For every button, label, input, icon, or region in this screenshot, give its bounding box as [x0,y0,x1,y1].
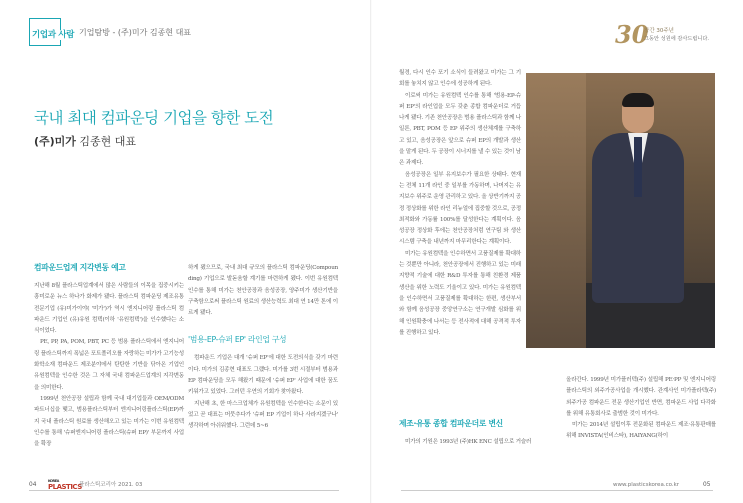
column-2-paragraph: 지난해 초, 한 마스크업체가 유원컴텍을 인수한다는 소문이 있었고 곧 대표는 머뭇추다가 '슈퍼 EP 기업이 하나 사라지겠구나' 생각하며 아쉬워했다. 그런데 5~6 [188,400,338,430]
anniversary-line1: 창간 30주년 [644,28,674,34]
site-url: www.plasticskorea.co.kr [613,482,680,488]
column-3-paragraph: 이로써 미가는 유원컴텍 인수를 통해 '범용-EP-슈퍼 EP'의 라인업을 모두 갖춘 종합 컴파운더로 거듭나게 됐다. 기존 천안공장은 범용 플라스틱과 함께 나일론, PBT, POM 등 EP 위주의 생산체계를 구축하고 있고, 음성공장은 앞으로 슈퍼 EP의 개발과 생산을 맡게 된다. 두 공장이 시너지를 낼 수 있는 것이 남은 과제다. [399,92,521,167]
section-tag: 기업과 사람 [29,18,61,46]
byline-name: 김종현 대표 [75,135,137,148]
column-3-paragraph: 미가의 기원은 1993년 (주)HK ENC 설립으로 거슬러 [405,439,532,445]
column-3-paragraph: 음성공장은 일부 유지보수가 필요한 상태다. 현재는 전체 11개 라인 중 일부를 가동하며, 나머지는 유지보수 위주로 운영 관리하고 있다. 올 상반기까지 공정 정상화를 위한 라인 리뉴얼에 집중할 것으로, 공정 최적화와 가동률 100%를 달성한다는 계획이다. 음성공장 정상화 후에는 천안공장처럼 연구팀 와 생산시스템 구축을 내년까지 마무리한다는 계획이다. [399,171,521,246]
person-figure [588,93,688,303]
column-3 [399,68,521,339]
article-headline: 국내 최대 컴파운딩 기업을 향한 도전 [34,109,274,127]
column-1-paragraph: PE, PP, PA, POM, PBT, PC 등 범용 플라스틱에서 엔지니어링 플라스틱까지 폭넓은 포트폴리오를 자랑하는 미가가 고기능성 화학소재 컴파운드 제조분야에서 탄탄한 기반을 닦아온 기업인 유원컴텍을 인수한 것은 그 자체 국내 컴파운드업계의 지각변동을 의미한다. [34,339,184,391]
column-1-paragraph: 1999년 천안공장 설립과 함께 국내 대기업들과 OEM/ODM 파트너십을 맺고, 범용플라스틱부터 엔지니어링플라스틱(EP)까지 국내 플라스틱 원료를 생산해오고 있는 미가는 이번 유원컴텍 인수를 통해 '슈퍼엔지니어링 플라스틱(슈퍼 EP)' 부문까지 사업을 확장 [34,395,184,448]
anniversary-line2: 그동안 성원에 감사드립니다. [644,36,710,42]
column-3-paragraph: 월경, 다시 인수 포기 소식이 들려왔고 미가는 그 기회를 놓치지 않고 인수에 성공하게 된다. [399,70,521,88]
right-page-number: 05 [703,482,711,488]
anniversary-badge [615,20,715,49]
column-2 [188,263,338,433]
footer-rule [401,490,713,491]
left-page-number: 04 [29,482,37,488]
column-3-bottom [399,418,559,448]
column-1 [34,262,184,450]
column-3-paragraph: 미가는 유원컴텍을 인수하면서 고품질제를 확대하는 것뿐만 아니라, 천안공장에서 진행하고 있는 미래지향적 기술에 대한 R&D 투자를 통해 친환경 제품 생산을 위한 노력도 기울이고 있다. 미가는 유원컴텍을 인수하면서 고품질제를 확대하는 한편, 생산부서와 함께 음성공장 중앙연구소는 연구개발 심화를 위해 인원확충에 나서는 등 전사적에 대해 공격적 투자를 진행하고 있다. [399,250,521,336]
column-2-heading: '범용-EP-슈퍼 EP' 라인업 구성 [188,335,287,345]
magazine-logo: KOREA PLASTICS [48,479,82,491]
issue-label: 플라스틱코리아 2021. 03 [79,482,143,488]
ceo-portrait-photo [526,73,715,348]
column-2-paragraph: 하게 됐으므로, 국내 최대 규모의 플라스틱 컴파운딩(Compounding) 기업으로 발돋움할 계기를 마련하게 됐다. 이번 유원컴텍 인수를 통해 미가는 천안공장과 음성공장, 양주미가 생산기반을 구축함으로써 플라스틱 원료의 생산능력도 최대 연 14만 톤에 이르게 됐다. [188,265,338,317]
column-4-paragraph: 미가는 2014년 설립이후 전문화된 컴파운드 제조·유통판매를 위해 INVISTA(인비스타), HAIYANG(하이 [566,422,716,440]
byline-company: (주)미가 [34,135,76,148]
column-4-paragraph: 올라간다. 1999년 미가플러텍(주) 설립해 PE·PP 및 엔지니어링 플라스틱의 외주가공사업을 개시했다. 관계사인 미가플라텍(주) 외주가공 컴파운드 전문 생산기업인 반면, 컴파운드 사업 다각화를 위해 유통회사로 출범한 것이 미가다. [566,377,716,417]
section-subtitle: 기업탐방 - (주)미가 김종현 대표 [79,28,192,37]
anniversary-number: 30 [615,20,649,49]
column-1-heading: 컴파운드업계 지각변동 예고 [34,263,126,272]
article-byline [34,133,136,149]
column-3-heading: 제조·유통 종합 컴파운더로 변신 [399,419,503,428]
column-1-paragraph: 지난해 8월 플라스틱업계에서 많은 사람들의 이목을 집중시키는 흥미로운 뉴스 하나가 화제가 됐다. 플라스틱 컴파운딩 제조유통 전문기업 (유)미가이야( '미가')가 역시 엔지니어링 플라스틱 컴파운드 기업인 (유)유원 컴텍(이하 '유원컴텍')을 인수했다는 소식이었다. [34,283,184,335]
left-page [0,0,371,503]
column-2-paragraph: 컴파운드 기업은 대개 '슈퍼 EP'에 대한 도전의식을 갖기 마련이다. 미가의 김종현 대표도 그랬다. 미가를 3번 시절부터 범용과 EP 컴파운딩을 모두 해왔기 때문에 '슈퍼 EP' 사업에 대한 꿈도 키워가고 있었다. 그러던 우연의 기회가 찾아왔다. [188,355,338,396]
right-page [372,0,743,503]
column-4 [566,375,716,443]
